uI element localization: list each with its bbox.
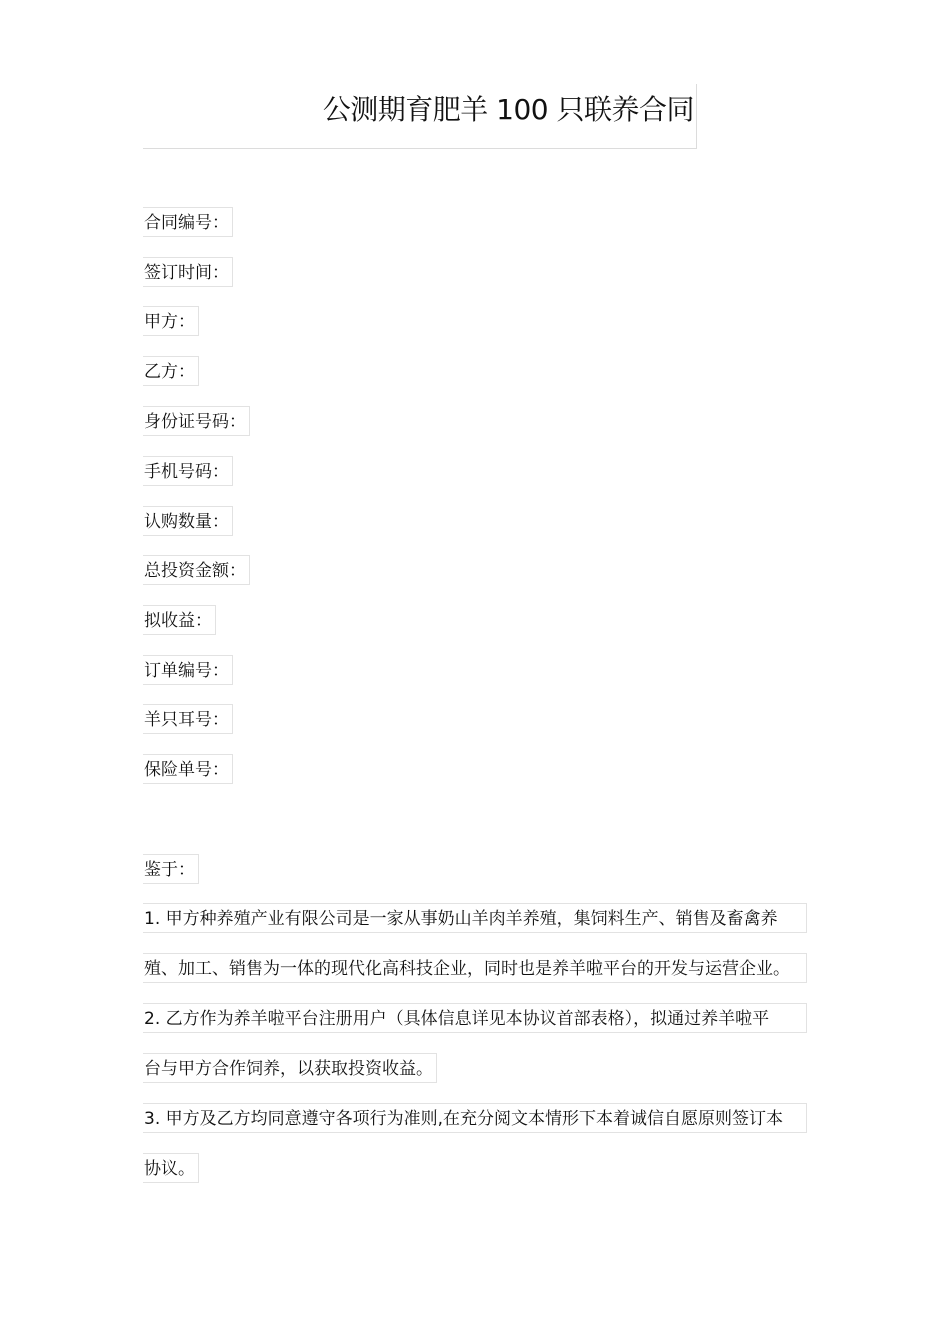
clause-2-line-1: 2. 乙方作为养羊啦平台注册用户（具体信息详见本协议首部表格），拟通过养羊啦平 bbox=[143, 1003, 807, 1033]
clause-1-line-1: 1. 甲方种养殖产业有限公司是一家从事奶山羊肉羊养殖，集饲料生产、销售及畜禽养 bbox=[143, 903, 807, 933]
field-total-investment: 总投资金额： bbox=[143, 555, 250, 585]
field-order-number: 订单编号： bbox=[143, 655, 233, 685]
clause-3-line-2: 协议。 bbox=[143, 1153, 199, 1183]
document-title: 公测期育肥羊 100 只联养合同 bbox=[322, 93, 694, 126]
field-quantity: 认购数量： bbox=[143, 506, 233, 536]
field-id-number: 身份证号码： bbox=[143, 406, 250, 436]
title-box bbox=[143, 84, 697, 149]
field-contract-number: 合同编号： bbox=[143, 207, 233, 237]
clause-2-line-2: 台与甲方合作饲养，以获取投资收益。 bbox=[143, 1053, 437, 1083]
whereas-label: 鉴于： bbox=[143, 854, 199, 884]
field-party-b: 乙方： bbox=[143, 356, 199, 386]
field-phone: 手机号码： bbox=[143, 456, 233, 486]
field-party-a: 甲方： bbox=[143, 306, 199, 336]
field-sign-date: 签订时间： bbox=[143, 257, 233, 287]
field-expected-return: 拟收益： bbox=[143, 605, 216, 635]
clause-1-line-2: 殖、加工、销售为一体的现代化高科技企业，同时也是养羊啦平台的开发与运营企业。 bbox=[143, 953, 807, 983]
field-ear-tag: 羊只耳号： bbox=[143, 704, 233, 734]
clause-3-line-1: 3. 甲方及乙方均同意遵守各项行为准则,在充分阅文本情形下本着诚信自愿原则签订本 bbox=[143, 1103, 807, 1133]
field-insurance-number: 保险单号： bbox=[143, 754, 233, 784]
